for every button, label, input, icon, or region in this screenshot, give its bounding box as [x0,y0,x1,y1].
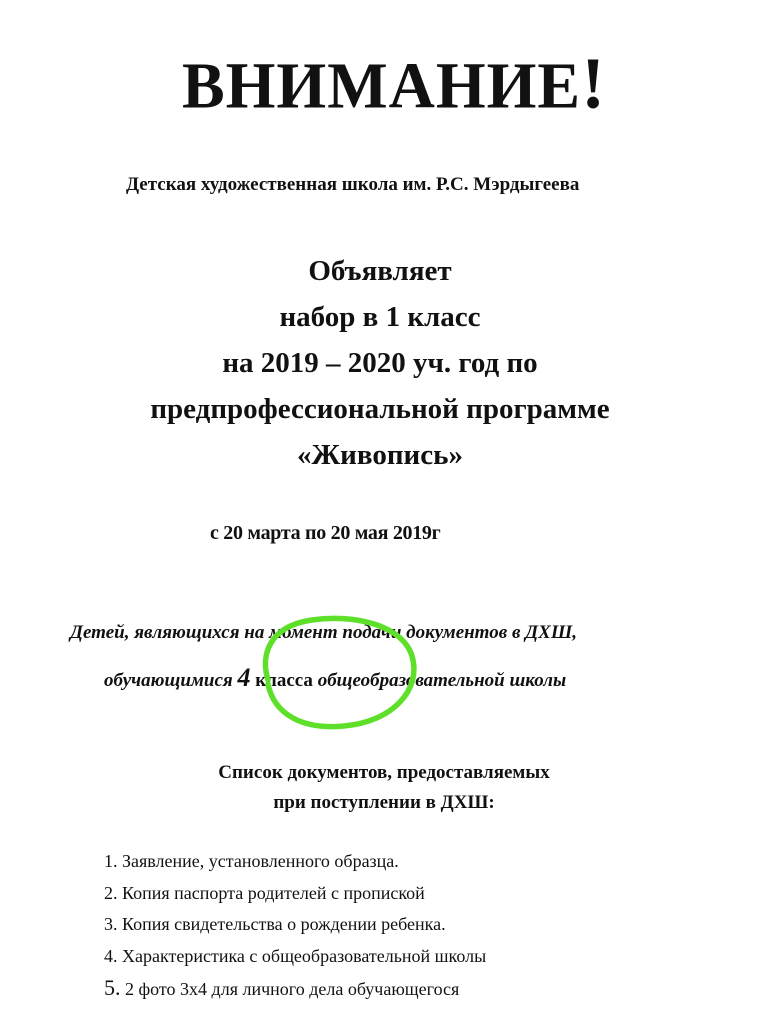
document-item-text: Копия свидетельства о рождении ребенка. [117,914,446,934]
title-exclamation: ! [581,42,607,124]
document-item [104,941,486,973]
documents-title-line: Список документов, предоставляемых [218,762,550,783]
announcement-block [0,248,760,478]
announcement-line: на 2019 – 2020 уч. год по [222,347,538,379]
document-item [104,909,486,941]
eligibility-suffix: общеобразовательной школы [312,670,567,691]
document-item-number: 3. [104,914,118,934]
eligibility-line-1: Детей, являющихся на момент подачи документов в ДХШ, [70,622,577,643]
document-item-text: Копия паспорта родителей с пропиской [117,882,425,903]
announcement-line: набор в 1 класс [279,301,481,333]
documents-list [104,846,486,1006]
grade-word: класса [250,670,313,691]
title-text: ВНИМАНИЕ [181,49,582,122]
document-item-text: 2 фото 3х4 для личного дела обучающегося [120,979,460,999]
school-name: Детская художественная школа им. Р.С. Мэрдыгеева [126,174,580,195]
documents-title [0,758,768,818]
document-item [104,972,486,1006]
announcement-line: «Живопись» [297,439,463,471]
documents-title-line: при поступлении в ДХШ: [273,792,495,813]
announcement-line: предпрофессиональной программе [150,393,610,425]
highlight-circle [252,610,432,740]
document-item [104,846,486,878]
document-item-number: 5. [104,975,121,1000]
eligibility-prefix: обучающимися [104,670,238,691]
grade-number: 4 [237,663,251,692]
document-item-text: Заявление, установленного образца. [117,851,399,871]
enrollment-dates: с 20 марта по 20 мая 2019г [210,522,441,544]
document-item [104,878,486,910]
document-item-text: Характеристика с общеобразовательной школы [117,945,487,966]
page-title [0,41,768,126]
document-item-number: 1. [104,851,118,871]
announcement-line: Объявляет [308,255,452,287]
document-item-number: 2. [104,882,118,903]
document-item-number: 4. [104,945,118,966]
